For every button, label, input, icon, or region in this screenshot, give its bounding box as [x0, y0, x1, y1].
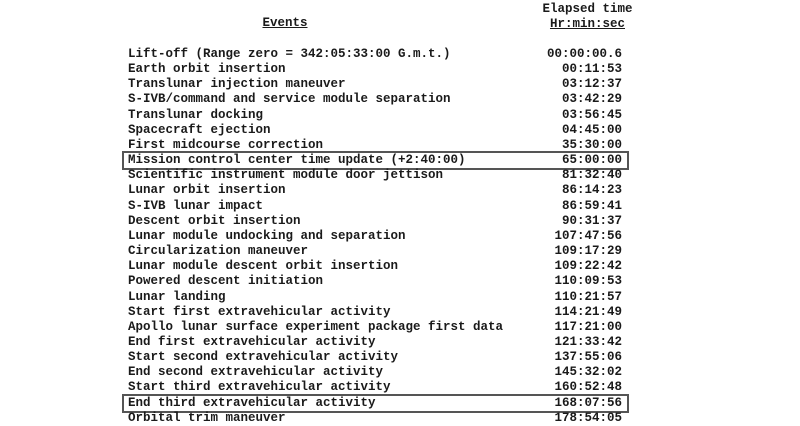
- elapsed-time: 178:54:05: [554, 410, 622, 425]
- event-name: S-IVB lunar impact: [128, 198, 264, 213]
- table-row: [124, 305, 627, 320]
- elapsed-time: 137:55:06: [554, 350, 622, 365]
- table-row: [124, 138, 627, 153]
- elapsed-time: 110:21:57: [554, 289, 622, 304]
- table-row: [124, 320, 627, 335]
- elapsed-time: 86:59:41: [561, 198, 622, 213]
- table-row: [124, 77, 627, 92]
- elapsed-time: 03:42:29: [561, 92, 622, 107]
- event-name: End second extravehicular activity: [128, 365, 384, 380]
- event-name: Spacecraft ejection: [128, 122, 271, 137]
- events-column-header: Events: [262, 16, 308, 30]
- table-row: [124, 229, 627, 244]
- table-row: [124, 380, 627, 395]
- table-row: [124, 365, 627, 380]
- table-row: [124, 62, 627, 77]
- event-name: Mission control center time update (+2:40:00): [128, 153, 466, 168]
- elapsed-time-label: Elapsed time: [542, 2, 633, 16]
- elapsed-time: 107:47:56: [554, 228, 622, 243]
- elapsed-time: 86:14:23: [561, 183, 622, 198]
- event-name: Lunar orbit insertion: [128, 183, 286, 198]
- elapsed-time: 121:33:42: [554, 334, 622, 349]
- event-name: Translunar docking: [128, 107, 264, 122]
- table-row: [124, 350, 627, 365]
- elapsed-time: 03:56:45: [561, 107, 622, 122]
- table-row: [124, 199, 627, 214]
- table-row: [124, 290, 627, 305]
- elapsed-time: 145:32:02: [554, 365, 622, 380]
- elapsed-time: 35:30:00: [561, 137, 622, 152]
- event-name: Circularization maneuver: [128, 244, 309, 259]
- event-name: Apollo lunar surface experiment package first data: [128, 319, 504, 334]
- event-name: Scientific instrument module door jettison: [128, 168, 444, 183]
- elapsed-time: 110:09:53: [554, 274, 622, 289]
- elapsed-time: 00:11:53: [561, 62, 622, 77]
- elapsed-time: 90:31:37: [561, 213, 622, 228]
- event-name: Powered descent initiation: [128, 274, 324, 289]
- time-format-label: Hr:min:sec: [549, 17, 625, 31]
- event-name: Start third extravehicular activity: [128, 380, 391, 395]
- event-name: First midcourse correction: [128, 137, 324, 152]
- event-name: Translunar injection maneuver: [128, 77, 346, 92]
- event-name: S-IVB/command and service module separation: [128, 92, 451, 107]
- table-row: [124, 244, 627, 259]
- elapsed-time: 109:22:42: [554, 259, 622, 274]
- highlighted-table-row: [124, 153, 627, 168]
- elapsed-time: 03:12:37: [561, 77, 622, 92]
- elapsed-time: 160:52:48: [554, 380, 622, 395]
- elapsed-time-column-header: [525, 2, 650, 32]
- event-name: Earth orbit insertion: [128, 62, 286, 77]
- table-row: [124, 274, 627, 289]
- elapsed-time: 65:00:00: [561, 153, 622, 168]
- event-name: Lunar module undocking and separation: [128, 228, 406, 243]
- table-row: [124, 123, 627, 138]
- table-row: [124, 214, 627, 229]
- table-row: [124, 335, 627, 350]
- elapsed-time: 109:17:29: [554, 244, 622, 259]
- event-name: Start first extravehicular activity: [128, 304, 391, 319]
- elapsed-time: 168:07:56: [554, 395, 622, 410]
- event-name: Lift-off (Range zero = 342:05:33:00 G.m.t.): [128, 47, 451, 61]
- table-row: [124, 108, 627, 123]
- event-name: Lunar module descent orbit insertion: [128, 259, 399, 274]
- event-name: Lunar landing: [128, 289, 226, 304]
- event-name: Start second extravehicular activity: [128, 350, 399, 365]
- elapsed-time: 114:21:49: [554, 304, 622, 319]
- table-row: [124, 183, 627, 198]
- event-name: End first extravehicular activity: [128, 334, 376, 349]
- elapsed-time: 117:21:00: [554, 319, 622, 334]
- event-name: End third extravehicular activity: [128, 395, 376, 410]
- event-name: Descent orbit insertion: [128, 213, 301, 228]
- event-name: Orbital trim maneuver: [128, 410, 286, 425]
- elapsed-time: 04:45:00: [561, 122, 622, 137]
- table-row: [124, 92, 627, 107]
- table-row: [124, 47, 627, 62]
- table-row: [124, 259, 627, 274]
- elapsed-time: 00:00:00.6: [546, 47, 622, 61]
- highlighted-table-row: [124, 396, 627, 411]
- table-row: [124, 168, 627, 183]
- elapsed-time: 81:32:40: [561, 168, 622, 183]
- events-table: [124, 47, 627, 426]
